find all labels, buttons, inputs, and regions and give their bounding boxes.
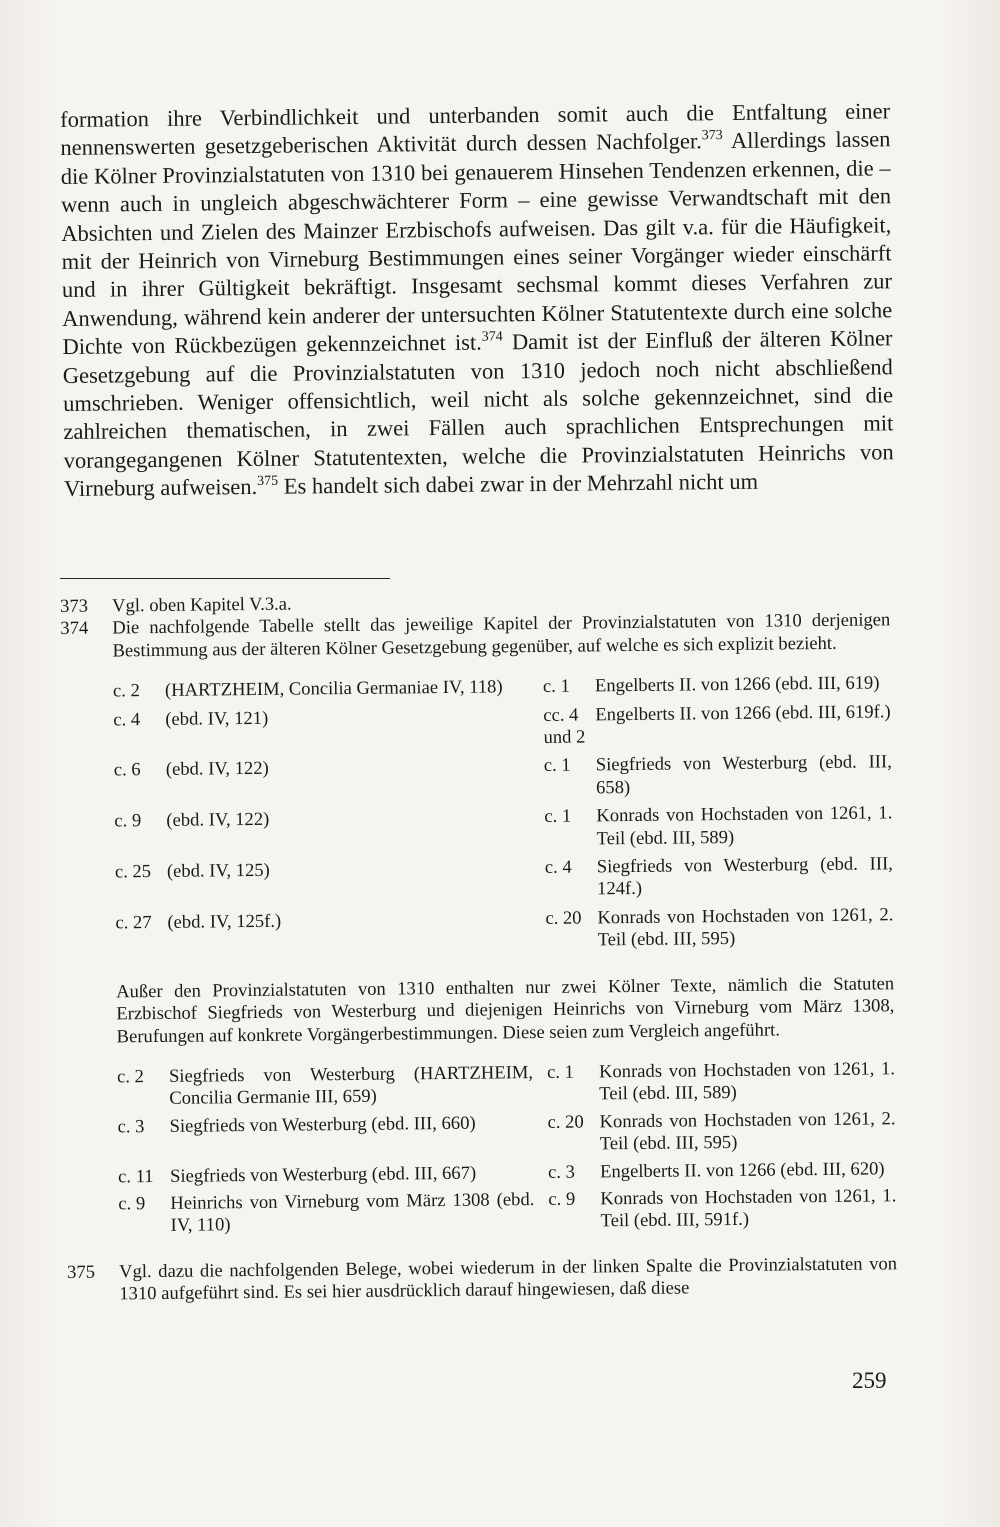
left-chapter: c. 9 <box>118 1193 146 1215</box>
left-source: (ebd. IV, 122) <box>165 758 269 781</box>
main-text <box>60 97 894 503</box>
left-source: Siegfrieds von Westerburg (ebd. III, 660) <box>169 1112 476 1137</box>
footnote-ref: 375 <box>257 474 279 490</box>
body-text: Damit ist der Einfluß der älteren Kölner Gesetzgebung auf die Provinzialstatuten von 1310 jedoch noch nicht abschließend umschrieben. Weniger offensichtlich, weil nicht als solche gekennzeichnet, sind die zahlreichen thematischen, in zwei Fällen auch sprachlichen Entsprechungen mit vorangegangenen Kölner Statutentexten, welche die Provinzialstatuten Heinrichs von Virneburg aufweisen. <box>62 325 894 502</box>
footnote-text: Die nachfolgende Tabelle stellt das jeweilige Kapitel der Provinzialstatuten von 1310 derjenigen Bestimmung aus der älteren Kölner Gesetzgebung gegenüber, auf welche es sich explizit bezieht. <box>112 609 891 662</box>
body-paragraph <box>60 97 894 503</box>
footnote-number: 374 <box>60 618 89 640</box>
table-row <box>117 1108 895 1166</box>
left-chapter: c. 2 <box>112 680 140 702</box>
left-chapter: c. 4 <box>113 708 141 731</box>
right-chapter: c. 9 <box>548 1188 576 1210</box>
body-text: Allerdings lassen die Kölner Provinzialstatuten von 1310 bei genauerem Hinsehen Tendenzen erkennen, die – wenn auch in ungleich abgeschwächterer Form – eine gewisse Verwandtschaft mit den Absichten und Zielen des Mainzer Erzbischofs aufweisen. Das gilt v.a. für die Häufigkeit, mit der Heinrich von Virneburg Bestimmungen eines seiner Vorgänger wieder einschärft und in ihrer Gültigkeit bekräftigt. Insgesamt sechsmal kommt dieses Verfahren zur Anwendung, während kein anderer der untersuchten Kölner Statutentexte durch eine solche Dichte von Rückbezügen gekennzeichnet ist. <box>60 126 893 360</box>
left-source: Siegfrieds von Westerburg (ebd. III, 667) <box>169 1162 477 1187</box>
left-source: Heinrichs von Virneburg vom März 1308 (ebd. IV, 110) <box>170 1189 535 1237</box>
left-chapter: c. 27 <box>115 911 152 934</box>
body-text: Es handelt sich dabei zwar in der Mehrzahl nicht um <box>278 468 759 500</box>
footnote-number: 373 <box>60 595 89 617</box>
right-source: Engelberts II. von 1266 (ebd. III, 619f.) <box>595 700 891 726</box>
left-source: (ebd. IV, 125) <box>166 859 270 882</box>
right-source: Konrads von Hochstaden von 1261, 2. Teil (ebd. III, 595) <box>599 1107 896 1155</box>
left-chapter: c. 6 <box>113 759 141 781</box>
left-chapter: c. 2 <box>116 1066 145 1088</box>
footnote-375 <box>67 1253 897 1307</box>
right-source: Siegfrieds von Westerburg (ebd. III, 124f.) <box>596 853 893 900</box>
footnote-ref: 374 <box>481 329 503 345</box>
left-source: (ebd. IV, 125f.) <box>167 910 282 933</box>
right-chapter: cc. 4 und 2 <box>543 704 586 748</box>
left-chapter: c. 9 <box>114 810 142 832</box>
table-row <box>114 752 892 811</box>
right-source: Engelberts II. von 1266 (ebd. III, 619) <box>594 672 880 697</box>
right-source: Engelberts II. von 1266 (ebd. III, 620) <box>599 1157 885 1182</box>
left-chapter: c. 25 <box>114 861 152 883</box>
right-source: Konrads von Hochstaden von 1261, 1. Teil (ebd. III, 591f.) <box>600 1185 897 1232</box>
footnote-374 <box>60 610 890 664</box>
right-chapter: c. 1 <box>546 1061 574 1083</box>
right-source: Konrads von Hochstaden von 1261, 1. Teil (ebd. III, 589) <box>598 1058 896 1105</box>
table-row <box>113 701 891 760</box>
body-text: formation ihre Verbindlichkeit und unterbanden somit auch die Entfaltung einer nennenswerten gesetzgeberischen Aktivität durch dessen Nachfolger. <box>60 98 891 161</box>
footnote-number: 375 <box>66 1261 96 1283</box>
table-row <box>117 1058 895 1116</box>
right-source: Siegfrieds von Westerburg (ebd. III, 658) <box>595 751 892 799</box>
footnote-text: Vgl. dazu die nachfolgenden Belege, wobei wiederum in der linken Spalte die Provinzialstatuten von 1310 aufgeführt sind. Es sei hier ausdrücklich darauf hingewiesen, daß diese <box>118 1253 898 1305</box>
left-source: (HARTZHEIM, Concilia Germaniae IV, 118) <box>164 676 503 702</box>
left-source: Siegfrieds von Westerburg (HARTZHEIM, Concilia Germanie III, 659) <box>168 1061 534 1110</box>
table-row <box>115 853 893 912</box>
reference-table-1 <box>113 673 894 964</box>
table-row <box>115 904 893 963</box>
footnotes <box>60 587 897 1306</box>
right-chapter: c. 20 <box>545 907 582 929</box>
right-source: Konrads von Hochstaden von 1261, 1. Teil (ebd. III, 589) <box>596 802 893 850</box>
table-row <box>114 803 892 862</box>
right-chapter: c. 1 <box>543 755 571 777</box>
right-chapter: c. 4 <box>544 856 572 878</box>
right-chapter: c. 20 <box>547 1111 584 1133</box>
left-chapter: c. 11 <box>117 1165 154 1187</box>
right-chapter: c. 1 <box>544 805 572 828</box>
right-chapter: c. 3 <box>547 1161 576 1183</box>
right-chapter: c. 1 <box>542 675 570 698</box>
table-row <box>118 1185 896 1243</box>
footnote-paragraph: Außer den Provinzialstatuten von 1310 enthalten nur zwei Kölner Texte, nämlich die Statuten Erzbischof Siegfrieds von Westerburg und diejenigen Heinrichs von Virneburg vom März 1308, Berufungen auf konkrete Vorgängerbestimmungen. Diese seien zum Vergleich angeführt. <box>116 972 895 1047</box>
left-source: (ebd. IV, 121) <box>165 707 269 730</box>
reference-table-2 <box>117 1058 897 1243</box>
right-source: Konrads von Hochstaden von 1261, 2. Teil (ebd. III, 595) <box>597 904 894 951</box>
footnote-ref: 373 <box>701 128 723 144</box>
left-source: (ebd. IV, 122) <box>166 809 270 832</box>
left-chapter: c. 3 <box>117 1115 145 1138</box>
footnote-text: Vgl. oben Kapitel V.3.a. <box>111 593 292 617</box>
page-number: 259 <box>852 1368 887 1393</box>
footnote-separator <box>60 578 390 579</box>
